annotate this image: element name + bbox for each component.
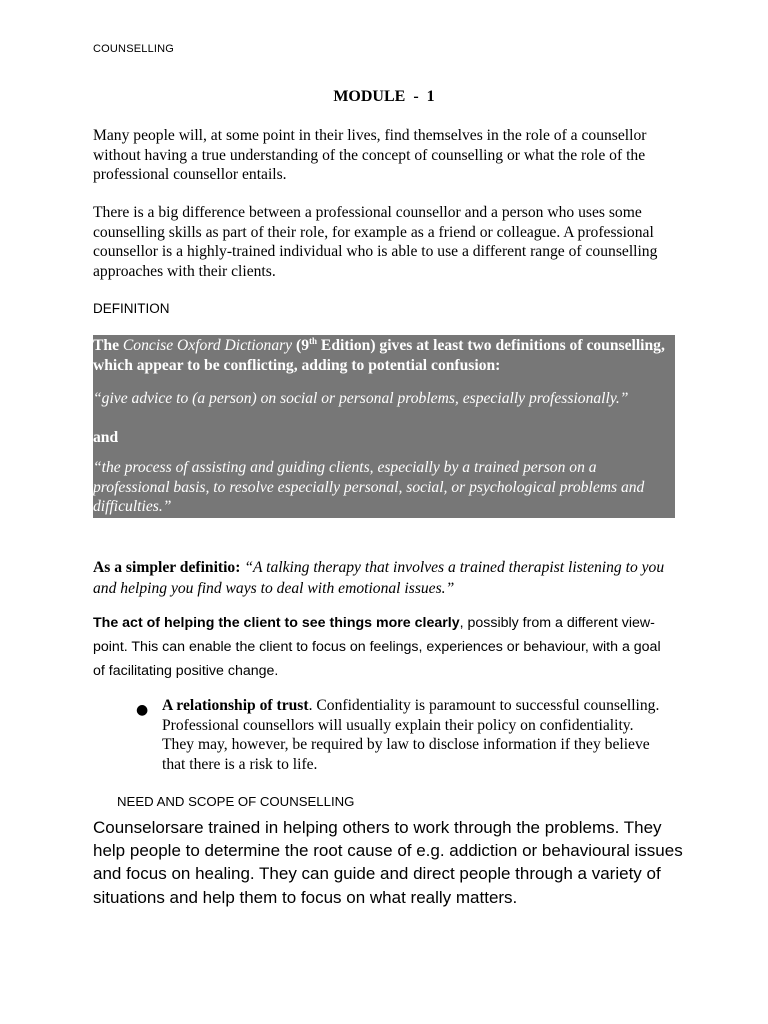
- need-scope-heading: NEED AND SCOPE OF COUNSELLING: [117, 794, 355, 809]
- edition-open: (9: [292, 337, 309, 354]
- act-of-helping-lead: The act of helping the client to see things more clearly: [93, 615, 460, 631]
- act-of-helping-paragraph: [93, 611, 673, 683]
- definition-and: and: [93, 429, 119, 446]
- intro-paragraph-2: There is a big difference between a professional counsellor and a person who uses some counselling skills as part of their role, for example as a friend or colleague. A professional counsellor is a highly-trained individual who is able to use a different range of counselling approaches with their clients.: [93, 204, 658, 280]
- bullet-icon: ●: [136, 702, 149, 718]
- edition-superscript: th: [309, 335, 318, 346]
- definition-heading: DEFINITION: [93, 301, 170, 316]
- simpler-definition-label: As a simpler definitio:: [93, 559, 241, 576]
- definition-intro: [93, 336, 675, 375]
- simpler-definition: [93, 557, 673, 599]
- definition-intro-suffix: Edition) gives at least two definitions of counselling, which appear to be conflicting, adding to potential confusion:: [93, 337, 665, 374]
- definition-quote-2: “the process of assisting and guiding clients, especially by a trained person on a professional basis, to resolve especially personal, social, or psychological problems and difficulties.”: [93, 459, 645, 515]
- intro-paragraph-1: Many people will, at some point in their lives, find themselves in the role of a counsellor without having a true understanding of the concept of counselling or what the role of the professional counsellor entails.: [93, 127, 647, 183]
- act-of-helping-rest: , possibly from a different view-point. This can enable the client to focus on feelings, experiences or behaviour, with a goal of facilitating positive change.: [93, 615, 661, 679]
- bullet-text: [162, 696, 662, 775]
- module-title: MODULE - 1: [333, 88, 435, 105]
- need-scope-paragraph: Counselorsare trained in helping others to work through the problems. They help people to determine the root cause of e.g. addiction or behavioural issues and focus on healing. They can guide and direct people through a variety of situations and help them to focus on what really matters.: [93, 818, 683, 907]
- definition-quote-1: “give advice to (a person) on social or personal problems, especially professionally.”: [93, 390, 629, 407]
- definition-intro-prefix: The: [93, 337, 123, 354]
- dictionary-source: Concise Oxford Dictionary: [122, 337, 293, 354]
- running-header: COUNSELLING: [93, 43, 175, 55]
- simpler-definition-quote: “A talking therapy that involves a trained therapist listening to you and helping you find ways to deal with emotional issues.”: [93, 559, 665, 597]
- bullet-lead: A relationship of trust: [162, 697, 309, 714]
- definition-box: [93, 335, 675, 518]
- bullet-rest: . Confidentiality is paramount to successful counselling. Professional counsellors will usually explain their policy on confidentiality. They may, however, be required by law to disclose information if they believe that there is a risk to life.: [162, 697, 660, 774]
